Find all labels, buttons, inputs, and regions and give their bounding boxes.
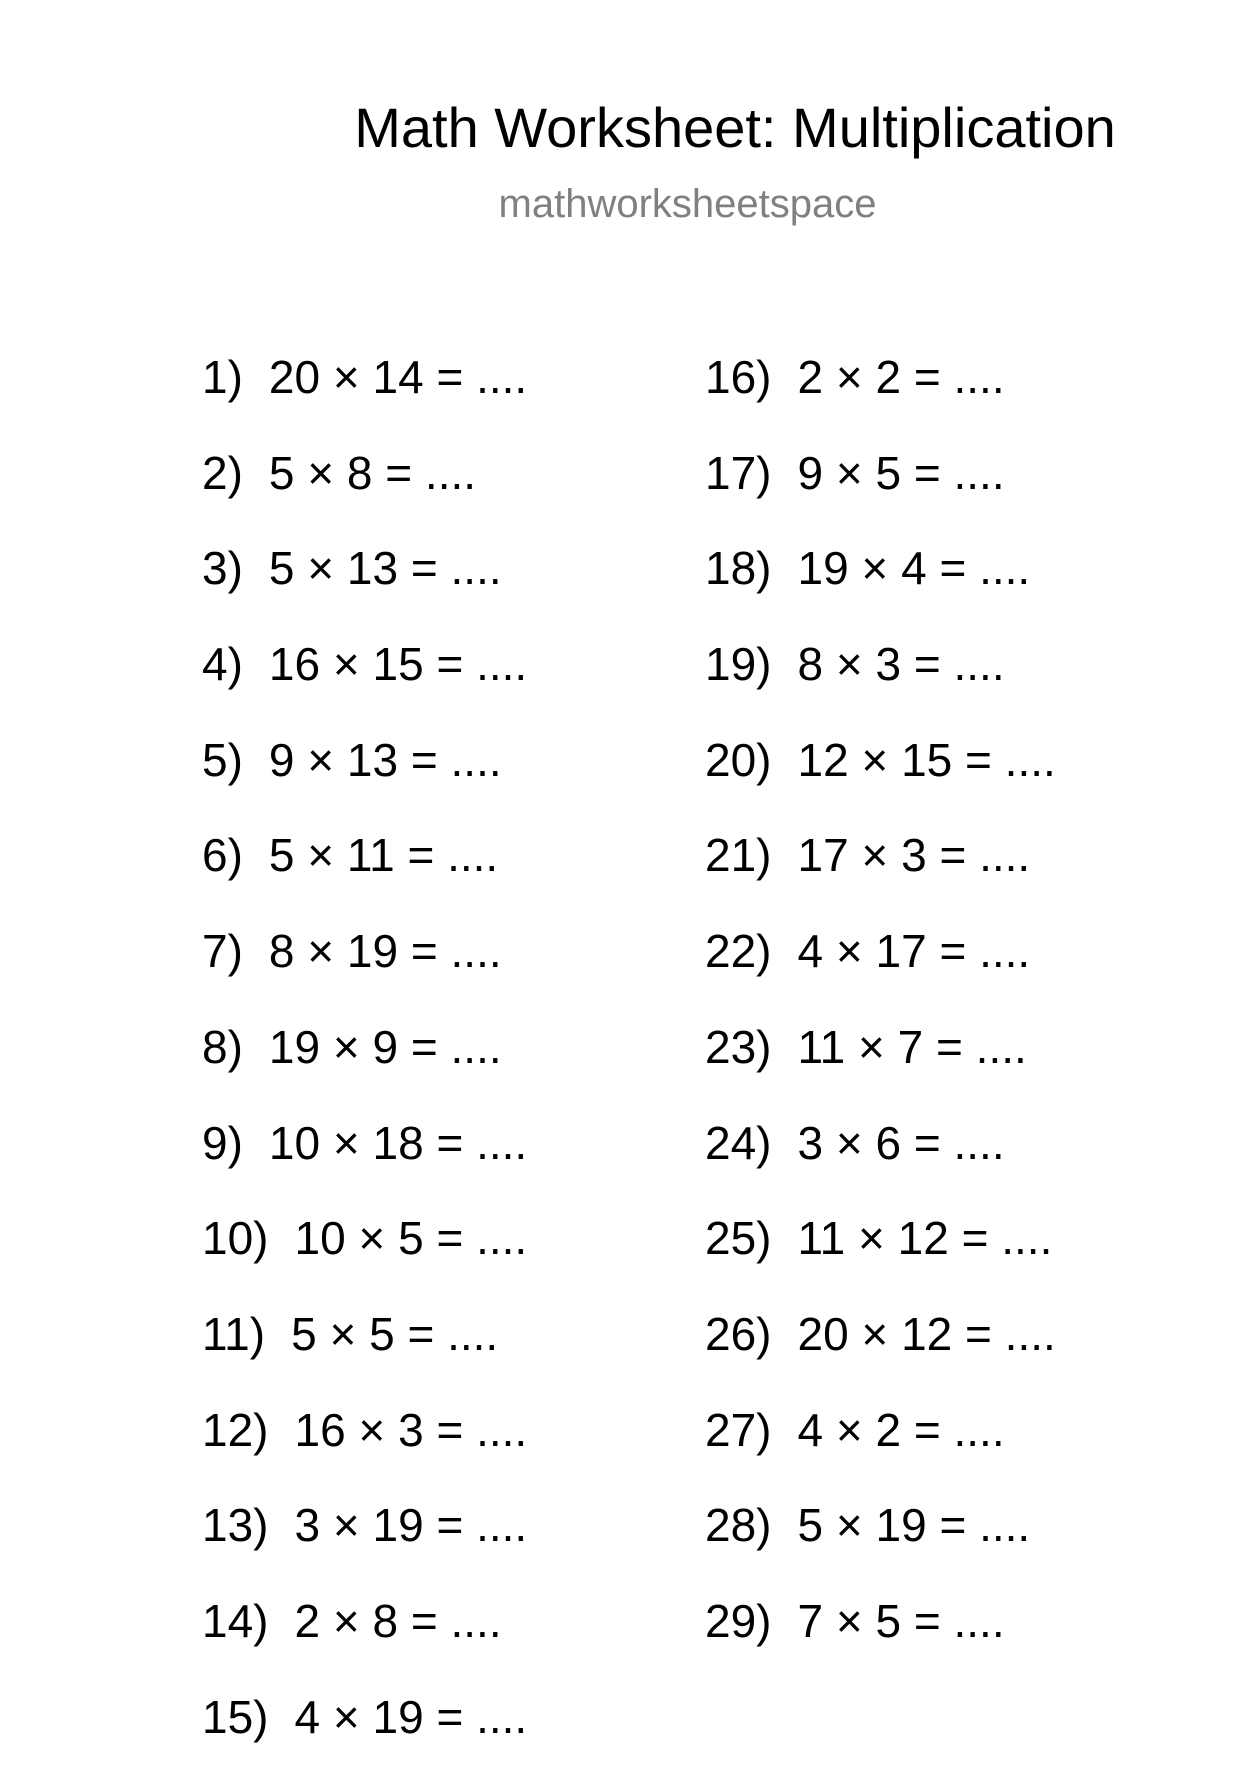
problem-item <box>705 637 1056 733</box>
problem-number: 11) <box>202 1307 266 1360</box>
problem-number: 16) <box>705 351 772 403</box>
problem-item <box>705 924 1056 1020</box>
problem-expression: 17 × 3 = .... <box>797 829 1031 882</box>
problem-expression: 16 × 15 = .... <box>268 638 528 691</box>
problem-number: 4) <box>202 638 243 691</box>
problem-expression: 5 × 8 = .... <box>268 446 477 499</box>
problem-number: 13) <box>202 1499 269 1552</box>
problem-number: 19) <box>705 638 772 691</box>
problem-item <box>202 1020 527 1116</box>
problem-number: 9) <box>202 1116 243 1169</box>
problem-expression: 20 × 12 = .... <box>797 1307 1056 1360</box>
problem-item <box>705 1020 1056 1116</box>
problem-item <box>705 350 1056 446</box>
problem-number: 5) <box>202 733 243 786</box>
problem-expression: 3 × 6 = .... <box>797 1116 1005 1169</box>
problem-number: 25) <box>705 1212 772 1265</box>
problem-number: 22) <box>705 925 772 978</box>
problem-number: 27) <box>705 1403 772 1456</box>
problem-item <box>202 637 527 733</box>
problem-expression: 16 × 3 = .... <box>294 1403 528 1456</box>
problems-left-column <box>202 350 527 1785</box>
problem-number: 23) <box>705 1020 772 1073</box>
problem-number: 29) <box>705 1594 772 1647</box>
problem-number: 1) <box>202 351 243 403</box>
worksheet-title: Math Worksheet: Multiplication <box>354 96 1116 159</box>
problem-number: 6) <box>202 829 243 882</box>
problem-number: 12) <box>202 1403 269 1456</box>
problem-item <box>202 924 527 1020</box>
problem-item <box>202 446 527 542</box>
problem-expression: 12 × 15 = .... <box>797 733 1056 786</box>
problem-item <box>202 1307 527 1403</box>
problem-item <box>705 541 1056 637</box>
problem-expression: 19 × 9 = .... <box>268 1020 502 1073</box>
problem-number: 14) <box>202 1594 269 1647</box>
problem-expression: 5 × 19 = .... <box>797 1499 1031 1552</box>
problem-item <box>202 1498 527 1594</box>
problem-item <box>705 1498 1056 1594</box>
problem-expression: 10 × 18 = .... <box>268 1116 528 1169</box>
problem-item <box>202 1211 527 1307</box>
problem-number: 15) <box>202 1690 269 1743</box>
problem-number: 10) <box>202 1212 269 1265</box>
problem-expression: 4 × 19 = .... <box>294 1690 528 1743</box>
problem-expression: 8 × 19 = .... <box>268 925 502 978</box>
problem-item <box>705 1594 1056 1690</box>
worksheet-subtitle: mathworksheetspace <box>498 182 877 226</box>
problem-expression: 5 × 11 = .... <box>268 829 499 882</box>
problem-expression: 4 × 17 = .... <box>797 925 1031 978</box>
problem-expression: 3 × 19 = .... <box>294 1499 528 1552</box>
problem-expression: 9 × 5 = .... <box>797 446 1005 499</box>
problem-number: 20) <box>705 733 772 786</box>
problem-number: 24) <box>705 1116 772 1169</box>
problem-expression: 7 × 5 = .... <box>797 1594 1005 1647</box>
problem-expression: 19 × 4 = .... <box>797 542 1031 595</box>
problem-item <box>202 1594 527 1690</box>
problem-number: 7) <box>202 925 243 978</box>
problem-item <box>705 1211 1056 1307</box>
problem-item <box>202 1403 527 1499</box>
problem-number: 26) <box>705 1307 772 1360</box>
problem-number: 18) <box>705 542 772 595</box>
problem-item <box>202 541 527 637</box>
problem-expression: 5 × 5 = .... <box>291 1307 499 1360</box>
problem-expression: 4 × 2 = .... <box>797 1403 1005 1456</box>
problem-item <box>202 828 527 924</box>
problem-number: 28) <box>705 1499 772 1552</box>
problem-expression: 11 × 7 = .... <box>797 1020 1027 1073</box>
problem-item <box>705 733 1056 829</box>
problem-expression: 20 × 14 = .... <box>268 351 528 403</box>
problem-number: 17) <box>705 446 772 499</box>
problem-expression: 2 × 2 = .... <box>797 351 1005 403</box>
problem-expression: 11 × 12 = .... <box>797 1212 1053 1265</box>
problem-item <box>202 1116 527 1212</box>
problem-number: 3) <box>202 542 243 595</box>
problem-item <box>202 733 527 829</box>
problem-item <box>705 446 1056 542</box>
problem-item <box>705 1403 1056 1499</box>
problem-expression: 8 × 3 = .... <box>797 638 1005 691</box>
problem-expression: 9 × 13 = .... <box>268 733 502 786</box>
problem-number: 8) <box>202 1020 243 1073</box>
problem-expression: 10 × 5 = .... <box>294 1212 528 1265</box>
problems-right-column <box>705 350 1056 1690</box>
problem-item <box>202 1690 527 1785</box>
problem-expression: 2 × 8 = .... <box>294 1594 502 1647</box>
problem-item <box>705 1307 1056 1403</box>
problem-number: 21) <box>705 829 772 882</box>
problem-number: 2) <box>202 446 243 499</box>
problem-expression: 5 × 13 = .... <box>268 542 502 595</box>
problem-item <box>202 350 527 446</box>
problem-item <box>705 1116 1056 1212</box>
problem-item <box>705 828 1056 924</box>
